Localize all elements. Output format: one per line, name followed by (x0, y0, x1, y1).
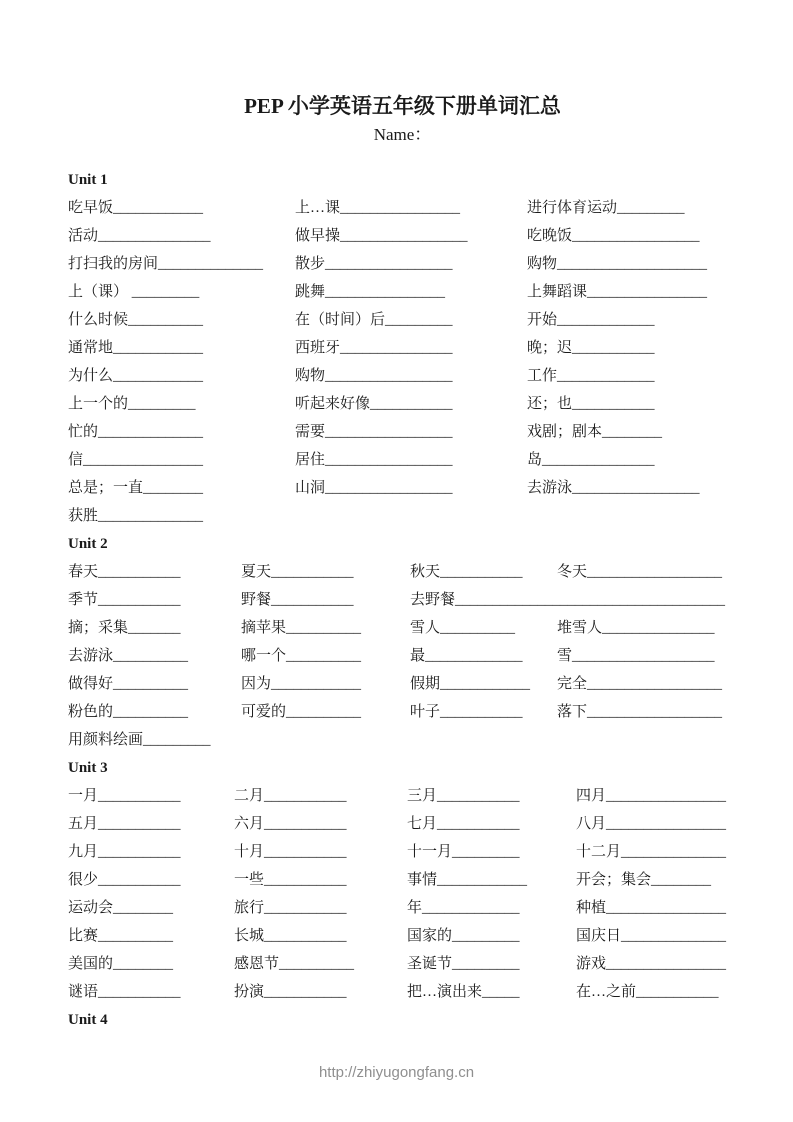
word-label: 冬天 (557, 564, 588, 580)
word-entry (527, 278, 737, 306)
answer-blank: _________________ (325, 368, 453, 384)
word-entry (527, 390, 737, 418)
answer-blank: ____________________________________ (455, 592, 726, 608)
answer-blank: ________________ (606, 956, 727, 972)
answer-blank: ___________ (271, 592, 354, 608)
answer-blank: ________________ (587, 284, 708, 300)
word-entry (295, 278, 527, 306)
word-entry (557, 698, 737, 726)
word-entry (557, 558, 737, 586)
word-label: 活动 (68, 228, 99, 244)
word-label: 上（课） (68, 284, 132, 300)
answer-blank: ______________ (621, 928, 727, 944)
word-entry (527, 418, 737, 446)
word-entry (241, 614, 410, 642)
word-label: 打扫我的房间 (68, 256, 159, 272)
answer-blank: ___________ (370, 396, 453, 412)
word-label: 忙的 (68, 424, 99, 440)
answer-blank: ____________________ (557, 256, 708, 272)
word-entry (576, 782, 737, 810)
answer-blank: ________ (113, 900, 174, 916)
word-label: 美国的 (68, 956, 114, 972)
word-label: 通常地 (68, 340, 114, 356)
word-entry (295, 334, 527, 362)
word-entry (241, 586, 410, 614)
word-entry (234, 810, 407, 838)
answer-blank: ___________________ (572, 648, 715, 664)
unit-heading: Unit 1 (68, 172, 108, 188)
answer-blank: _________________ (325, 256, 453, 272)
word-label: 季节 (68, 592, 99, 608)
word-label: 做早操 (295, 228, 341, 244)
word-label: 假期 (410, 676, 441, 692)
unit-section-1 (68, 166, 737, 530)
answer-blank: _____________ (557, 312, 655, 328)
answer-blank: _________ (385, 312, 453, 328)
word-entry (68, 978, 234, 1006)
answer-blank: ____________ (437, 872, 528, 888)
word-label: 上一个的 (68, 396, 129, 412)
word-entry (68, 810, 234, 838)
answer-blank: ___________ (572, 396, 655, 412)
word-label: 进行体育运动 (527, 200, 618, 216)
word-entry (68, 782, 234, 810)
word-label: 七月 (407, 816, 438, 832)
word-label: 听起来好像 (295, 396, 371, 412)
word-label: 上…课 (295, 200, 341, 216)
unit-heading: Unit 4 (68, 1012, 108, 1028)
word-label: 吃早饭 (68, 200, 114, 216)
word-label: 雪人 (410, 620, 441, 636)
answer-blank: ______________ (98, 424, 204, 440)
answer-blank: _________ (128, 396, 196, 412)
unit-heading: Unit 3 (68, 760, 108, 776)
word-entry (407, 866, 576, 894)
answer-blank: _________________ (572, 480, 700, 496)
word-label: 还；也 (527, 396, 573, 412)
word-label: 春天 (68, 564, 99, 580)
word-grid (68, 558, 737, 754)
word-entry (68, 838, 234, 866)
word-label: 摘苹果 (241, 620, 287, 636)
answer-blank: __________ (113, 676, 189, 692)
answer-blank: ___________ (264, 928, 347, 944)
word-entry (68, 558, 241, 586)
answer-blank: _____________ (557, 368, 655, 384)
answer-blank: ___________ (636, 984, 719, 1000)
word-entry (68, 502, 295, 530)
word-label: 年 (407, 900, 423, 916)
word-grid (68, 194, 737, 530)
answer-blank: __________________ (587, 564, 723, 580)
word-entry (234, 950, 407, 978)
word-entry (68, 866, 234, 894)
word-entry (68, 894, 234, 922)
answer-blank: __________ (286, 704, 362, 720)
word-entry (68, 726, 241, 754)
word-label: 圣诞节 (407, 956, 453, 972)
word-entry (576, 978, 737, 1006)
word-label: 做得好 (68, 676, 114, 692)
answer-blank: ___________ (98, 788, 181, 804)
answer-blank: __________ (113, 648, 189, 664)
answer-blank: _________________ (340, 228, 468, 244)
word-label: 十月 (234, 844, 265, 860)
answer-blank: ___________ (98, 816, 181, 832)
answer-blank: __________ (113, 704, 189, 720)
word-label: 四月 (576, 788, 607, 804)
word-entry (234, 922, 407, 950)
word-label: 山洞 (295, 480, 326, 496)
empty-cell (241, 726, 410, 754)
word-label: 游戏 (576, 956, 607, 972)
answer-blank: ___________ (264, 788, 347, 804)
answer-blank: ___________ (440, 704, 523, 720)
word-entry (576, 810, 737, 838)
word-entry (557, 642, 737, 670)
answer-blank: __________________ (587, 704, 723, 720)
word-label: 秋天 (410, 564, 441, 580)
word-entry (527, 446, 737, 474)
answer-blank: _______________ (340, 340, 453, 356)
word-label: 购物 (527, 256, 558, 272)
answer-blank: _____________ (425, 648, 523, 664)
footer-url: http://zhiyugongfang.cn (318, 1064, 475, 1081)
word-entry (407, 810, 576, 838)
answer-blank: ___________ (437, 816, 520, 832)
word-entry (527, 334, 737, 362)
word-label: 粉色的 (68, 704, 114, 720)
answer-blank: _________________ (572, 228, 700, 244)
word-label: 居住 (295, 452, 326, 468)
word-entry (295, 222, 527, 250)
word-label: 什么时候 (68, 312, 129, 328)
answer-blank: ________ (113, 956, 174, 972)
word-entry (527, 362, 737, 390)
answer-blank: _________ (452, 844, 520, 860)
word-entry (241, 642, 410, 670)
word-entry (68, 614, 241, 642)
answer-blank: _________________ (325, 424, 453, 440)
word-label: 信 (68, 452, 84, 468)
answer-blank: ___________ (264, 816, 347, 832)
word-entry (407, 922, 576, 950)
word-entry (527, 194, 737, 222)
word-entry (234, 978, 407, 1006)
answer-blank: _________ (452, 956, 520, 972)
word-entry (295, 194, 527, 222)
word-label: 西班牙 (295, 340, 341, 356)
answer-blank: ____________ (113, 368, 204, 384)
word-label: 最 (410, 648, 426, 664)
answer-blank: ______________ (98, 508, 204, 524)
answer-blank: ___________ (98, 592, 181, 608)
word-entry (410, 586, 737, 614)
word-label: 上舞蹈课 (527, 284, 588, 300)
answer-blank: _________ (143, 732, 211, 748)
word-entry (295, 418, 527, 446)
word-entry (527, 250, 737, 278)
word-entry (68, 418, 295, 446)
empty-cell (410, 726, 557, 754)
word-label: 哪一个 (241, 648, 287, 664)
word-label: 吃晚饭 (527, 228, 573, 244)
answer-blank: ____________ (271, 676, 362, 692)
answer-blank: ___________ (437, 788, 520, 804)
answer-blank: ___________ (98, 872, 181, 888)
word-label: 国家的 (407, 928, 453, 944)
unit-section-2 (68, 530, 737, 754)
word-entry (68, 334, 295, 362)
word-entry (576, 894, 737, 922)
word-entry (295, 306, 527, 334)
word-label: 可爱的 (241, 704, 287, 720)
unit-heading: Unit 2 (68, 536, 108, 552)
word-label: 一月 (68, 788, 99, 804)
word-label: 三月 (407, 788, 438, 804)
word-label: 长城 (234, 928, 265, 944)
answer-blank: _______________ (98, 228, 211, 244)
answer-blank: ___________ (572, 340, 655, 356)
answer-blank: __________ (286, 620, 362, 636)
word-label: 去游泳 (68, 648, 114, 664)
word-entry (68, 390, 295, 418)
word-entry (407, 978, 576, 1006)
word-entry (407, 838, 576, 866)
answer-blank: ________________ (606, 900, 727, 916)
word-label: 为什么 (68, 368, 114, 384)
word-entry (234, 866, 407, 894)
word-grid (68, 782, 737, 1006)
name-field-label: Name： (373, 125, 432, 144)
word-label: 野餐 (241, 592, 272, 608)
word-entry (68, 670, 241, 698)
word-entry (410, 558, 557, 586)
word-label: 去野餐 (410, 592, 456, 608)
word-entry (68, 586, 241, 614)
word-label: 二月 (234, 788, 265, 804)
word-entry (241, 670, 410, 698)
word-entry (234, 894, 407, 922)
word-entry (241, 558, 410, 586)
word-label: 开始 (527, 312, 558, 328)
answer-blank: ________________ (606, 788, 727, 804)
word-label: 种植 (576, 900, 607, 916)
word-entry (557, 614, 737, 642)
answer-blank: __________________ (587, 676, 723, 692)
word-entry (407, 950, 576, 978)
word-label: 完全 (557, 676, 588, 692)
word-label: 叶子 (410, 704, 441, 720)
answer-blank: _____ (482, 984, 520, 1000)
word-label: 因为 (241, 676, 272, 692)
answer-blank: __________ (440, 620, 516, 636)
answer-blank: __________ (98, 928, 174, 944)
word-label: 散步 (295, 256, 326, 272)
word-entry (295, 250, 527, 278)
word-label: 国庆日 (576, 928, 622, 944)
answer-blank: ________________ (83, 452, 204, 468)
word-label: 戏剧；剧本 (527, 424, 603, 440)
word-entry (410, 670, 557, 698)
answer-blank: ________________ (340, 200, 461, 216)
word-entry (576, 950, 737, 978)
word-label: 八月 (576, 816, 607, 832)
word-entry (295, 474, 527, 502)
word-label: 去游泳 (527, 480, 573, 496)
word-entry (407, 894, 576, 922)
answer-blank: ______________ (621, 844, 727, 860)
word-label: 摘；采集 (68, 620, 129, 636)
word-label: 五月 (68, 816, 99, 832)
answer-blank: ___________ (264, 844, 347, 860)
word-label: 谜语 (68, 984, 99, 1000)
word-label: 总是；一直 (68, 480, 144, 496)
answer-blank: _________ (452, 928, 520, 944)
word-entry (68, 950, 234, 978)
word-entry (68, 278, 295, 306)
word-label: 运动会 (68, 900, 114, 916)
word-entry (241, 698, 410, 726)
word-entry (68, 194, 295, 222)
answer-blank: __________ (286, 648, 362, 664)
word-label: 在…之前 (576, 984, 637, 1000)
answer-blank: ___________ (264, 900, 347, 916)
word-label: 堆雪人 (557, 620, 603, 636)
answer-blank: ____________ (113, 200, 204, 216)
word-label: 晚；迟 (527, 340, 573, 356)
answer-blank: _________________ (325, 480, 453, 496)
word-label: 购物 (295, 368, 326, 384)
word-label: 一些 (234, 872, 265, 888)
word-label: 需要 (295, 424, 326, 440)
word-entry (234, 782, 407, 810)
word-label: 把…演出来 (407, 984, 483, 1000)
word-entry (557, 670, 737, 698)
answer-blank: _________ (617, 200, 685, 216)
word-entry (68, 306, 295, 334)
word-label: 工作 (527, 368, 558, 384)
answer-blank: ___________ (440, 564, 523, 580)
word-entry (295, 362, 527, 390)
word-label: 六月 (234, 816, 265, 832)
answer-blank: ___________ (264, 872, 347, 888)
answer-blank: ________ (602, 424, 663, 440)
answer-blank: ___________ (98, 844, 181, 860)
empty-cell (557, 726, 737, 754)
answer-blank: ____________ (113, 340, 204, 356)
word-label: 岛 (527, 452, 543, 468)
word-label: 感恩节 (234, 956, 280, 972)
answer-blank: ____________ (440, 676, 531, 692)
word-label: 雪 (557, 648, 573, 664)
answer-blank: ___________ (98, 984, 181, 1000)
word-entry (68, 222, 295, 250)
word-entry (68, 250, 295, 278)
word-entry (576, 838, 737, 866)
unit-section-4 (68, 1006, 737, 1034)
page-title: PEP 小学英语五年级下册单词汇总 (244, 94, 561, 118)
word-entry (527, 306, 737, 334)
empty-cell (295, 502, 527, 530)
word-label: 用颜料绘画 (68, 732, 144, 748)
answer-blank: ________ (651, 872, 712, 888)
answer-blank: ___________ (98, 564, 181, 580)
answer-blank: ________________ (606, 816, 727, 832)
word-label: 开会；集会 (576, 872, 652, 888)
word-entry (68, 922, 234, 950)
word-label: 十一月 (407, 844, 453, 860)
word-label: 落下 (557, 704, 588, 720)
word-label: 夏天 (241, 564, 272, 580)
answer-blank: __________ (128, 312, 204, 328)
answer-blank: ________ (143, 480, 204, 496)
answer-blank: __________ (279, 956, 355, 972)
answer-blank: ______________ (158, 256, 264, 272)
answer-blank: _____________ (422, 900, 520, 916)
word-entry (68, 474, 295, 502)
word-entry (410, 698, 557, 726)
word-label: 扮演 (234, 984, 265, 1000)
answer-blank: _________ (131, 284, 200, 300)
answer-blank: _______ (128, 620, 181, 636)
word-entry (407, 782, 576, 810)
word-entry (576, 866, 737, 894)
word-label: 九月 (68, 844, 99, 860)
units-container (68, 166, 737, 1034)
word-entry (527, 222, 737, 250)
word-entry (68, 642, 241, 670)
answer-blank: ___________ (264, 984, 347, 1000)
answer-blank: _______________ (602, 620, 715, 636)
empty-cell (527, 502, 737, 530)
word-entry (527, 474, 737, 502)
word-entry (68, 698, 241, 726)
word-entry (295, 390, 527, 418)
word-entry (410, 642, 557, 670)
answer-blank: ________________ (325, 284, 446, 300)
answer-blank: _________________ (325, 452, 453, 468)
answer-blank: ___________ (271, 564, 354, 580)
word-entry (295, 446, 527, 474)
word-label: 事情 (407, 872, 438, 888)
word-label: 很少 (68, 872, 99, 888)
word-entry (68, 362, 295, 390)
answer-blank: _______________ (542, 452, 655, 468)
word-label: 十二月 (576, 844, 622, 860)
word-entry (576, 922, 737, 950)
word-label: 获胜 (68, 508, 99, 524)
word-label: 跳舞 (295, 284, 326, 300)
word-label: 旅行 (234, 900, 265, 916)
word-entry (234, 838, 407, 866)
unit-section-3 (68, 754, 737, 1006)
word-label: 比赛 (68, 928, 99, 944)
word-entry (410, 614, 557, 642)
word-entry (68, 446, 295, 474)
word-label: 在（时间）后 (295, 312, 386, 328)
